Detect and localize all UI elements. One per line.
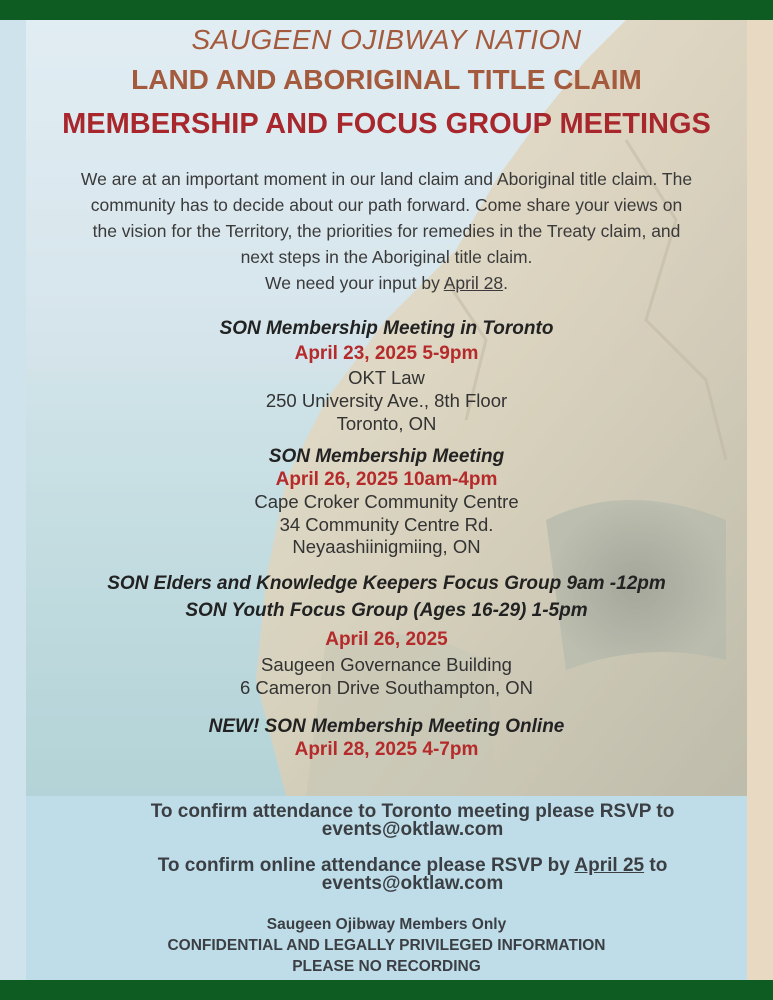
event-toronto-address: 250 University Ave., 8th Floor [265, 390, 508, 411]
rsvp-toronto-email[interactable]: events@oktlaw.com [321, 819, 504, 840]
intro-line: We are at an important moment in our land claim and Aboriginal title claim. The [80, 169, 693, 189]
event-capecroker-venue: Cape Croker Community Centre [254, 491, 519, 512]
confidential-notice: CONFIDENTIAL AND LEGALLY PRIVILEGED INFORMATION [167, 937, 606, 954]
event-online-date: April 28, 2025 4-7pm [294, 739, 479, 760]
event-toronto-title: SON Membership Meeting in Toronto [219, 318, 554, 339]
rsvp-toronto-text: To confirm attendance to Toronto meeting please RSVP to [150, 801, 675, 822]
event-capecroker-date: April 26, 2025 10am-4pm [275, 469, 498, 490]
intro-line: community has to decide about our path forward. Come share your views on [90, 195, 683, 215]
intro-paragraph [26, 166, 747, 296]
event-online-title: NEW! SON Membership Meeting Online [208, 716, 565, 737]
event-capecroker-city: Neyaashiinigmiing, ON [292, 536, 481, 557]
claim-heading: LAND AND ABORIGINAL TITLE CLAIM [131, 64, 642, 95]
event-elders-title: SON Elders and Knowledge Keepers Focus Group 9am -12pm [107, 573, 666, 594]
event-focus-venue: Saugeen Governance Building [261, 654, 512, 675]
input-deadline: We need your input by April 28. [265, 273, 508, 293]
rsvp-online-deadline: April 25 [574, 855, 645, 876]
rsvp-online-email[interactable]: events@oktlaw.com [321, 873, 504, 894]
event-focus-address: 6 Cameron Drive Southampton, ON [239, 677, 534, 698]
event-toronto-date: April 23, 2025 5-9pm [294, 343, 479, 364]
top-border [0, 0, 773, 20]
event-toronto-city: Toronto, ON [336, 413, 437, 434]
bottom-border [0, 980, 773, 1000]
members-only-notice: Saugeen Ojibway Members Only [266, 916, 507, 933]
event-focus-date: April 26, 2025 [325, 629, 448, 650]
deadline-date: April 28 [443, 273, 504, 293]
no-recording-notice: PLEASE NO RECORDING [292, 958, 481, 975]
event-youth-title: SON Youth Focus Group (Ages 16-29) 1-5pm [185, 600, 588, 621]
intro-line: the vision for the Territory, the priorities for remedies in the Treaty claim, and [92, 221, 681, 241]
event-capecroker-title: SON Membership Meeting [268, 446, 505, 467]
event-toronto-venue: OKT Law [348, 367, 425, 388]
meetings-heading: MEMBERSHIP AND FOCUS GROUP MEETINGS [62, 108, 711, 140]
rsvp-online-text: To confirm online attendance please RSVP by April 25 to [157, 855, 668, 876]
nation-heading: SAUGEEN OJIBWAY NATION [191, 24, 582, 55]
event-capecroker-address: 34 Community Centre Rd. [279, 514, 494, 535]
intro-line: next steps in the Aboriginal title claim. [240, 247, 533, 267]
